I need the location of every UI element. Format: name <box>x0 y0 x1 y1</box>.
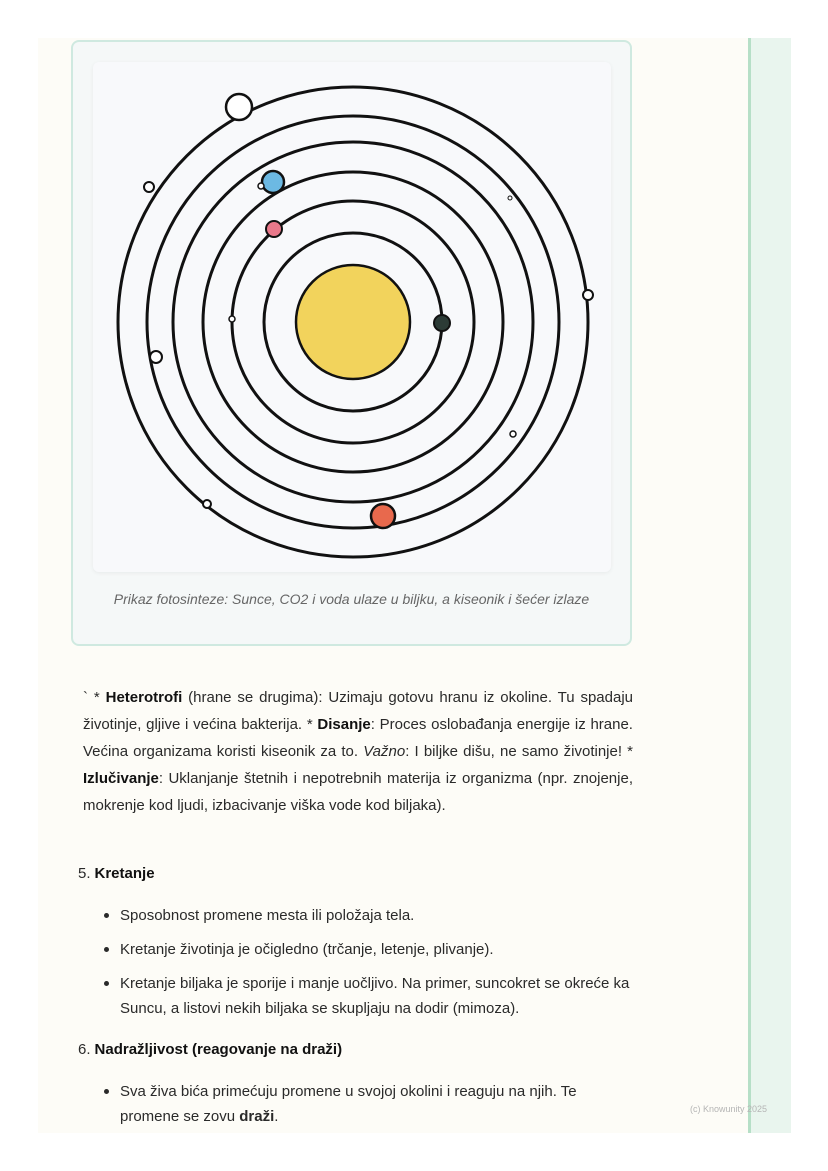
figure-image <box>93 62 611 572</box>
moon-dot-icon <box>229 316 235 322</box>
section-title: Nadražljivost (reagovanje na draži) <box>94 1041 343 1058</box>
moon-dot-icon <box>510 431 516 437</box>
moon-dot-icon <box>508 196 512 200</box>
planet-pink-icon <box>266 221 282 237</box>
section-title: Kretanje <box>94 865 155 882</box>
list-item-end: . <box>274 1108 279 1125</box>
planet-small-icon <box>583 290 593 300</box>
right-margin-bar <box>748 38 791 1133</box>
planet-small-icon <box>150 351 162 363</box>
sun-icon <box>296 265 410 379</box>
planet-blue-icon <box>262 171 284 193</box>
figure-caption: Prikaz fotosinteze: Sunce, CO2 i voda ulaze u biljku, a kiseonik i šećer izlaze <box>113 591 590 607</box>
planet-small-icon <box>203 500 211 508</box>
section-kretanje-list <box>100 903 630 1030</box>
list-item <box>100 1079 630 1129</box>
body-paragraph <box>83 684 633 819</box>
text-disanje: : Proces oslobađanja energije iz hrane. Većina organizama koristi kiseonik za to. <box>83 716 633 760</box>
planet-small-icon <box>144 182 154 192</box>
term-disanje: Disanje <box>317 716 371 733</box>
planet-dark-icon <box>434 315 450 331</box>
list-item: Sposobnost promene mesta ili položaja tela. <box>100 903 630 928</box>
text-vazno: : I biljke dišu, ne samo životinje! * <box>405 743 633 760</box>
list-item-text: Sva živa bića primećuju promene u svojoj okolini i reaguju na njih. Te promene se zovu <box>120 1083 577 1125</box>
section-number: 5. <box>78 865 91 882</box>
section-nadrazljivost-list <box>100 1079 630 1138</box>
text-izlucivanje: : Uklanjanje štetnih i nepotrebnih materija iz organizma (npr. znojenje, mokrenje kod ljudi, izbacivanje viška vode kod biljaka). <box>83 770 633 814</box>
term-vazno: Važno <box>363 743 406 760</box>
planet-orange-icon <box>371 504 395 528</box>
term-izlucivanje: Izlučivanje <box>83 770 159 787</box>
planet-white-icon <box>226 94 252 120</box>
term-heterotrofi: Heterotrofi <box>105 689 183 706</box>
section-kretanje-heading <box>78 865 155 882</box>
text-heterotrofi: (hrane se drugima): Uzimaju gotovu hranu iz okoline. Tu spadaju životinje, gljive i većina bakterija. * <box>83 689 633 733</box>
section-nadrazljivost-heading <box>78 1041 342 1058</box>
list-item: Kretanje biljaka je sporije i manje uočljivo. Na primer, suncokret se okreće ka Suncu, a listovi nekih biljaka se skupljaju na dodir (mimoza). <box>100 971 630 1021</box>
list-item: Kretanje životinja je očigledno (trčanje, letenje, plivanje). <box>100 937 630 962</box>
text-lead: ` * <box>83 689 106 706</box>
solar-system-diagram <box>93 62 611 572</box>
watermark: (c) Knowunity 2025 <box>690 1104 768 1114</box>
section-number: 6. <box>78 1041 91 1058</box>
term-drazi: draži <box>239 1108 275 1125</box>
figure-container <box>71 40 632 646</box>
moon-dot-icon <box>258 183 264 189</box>
